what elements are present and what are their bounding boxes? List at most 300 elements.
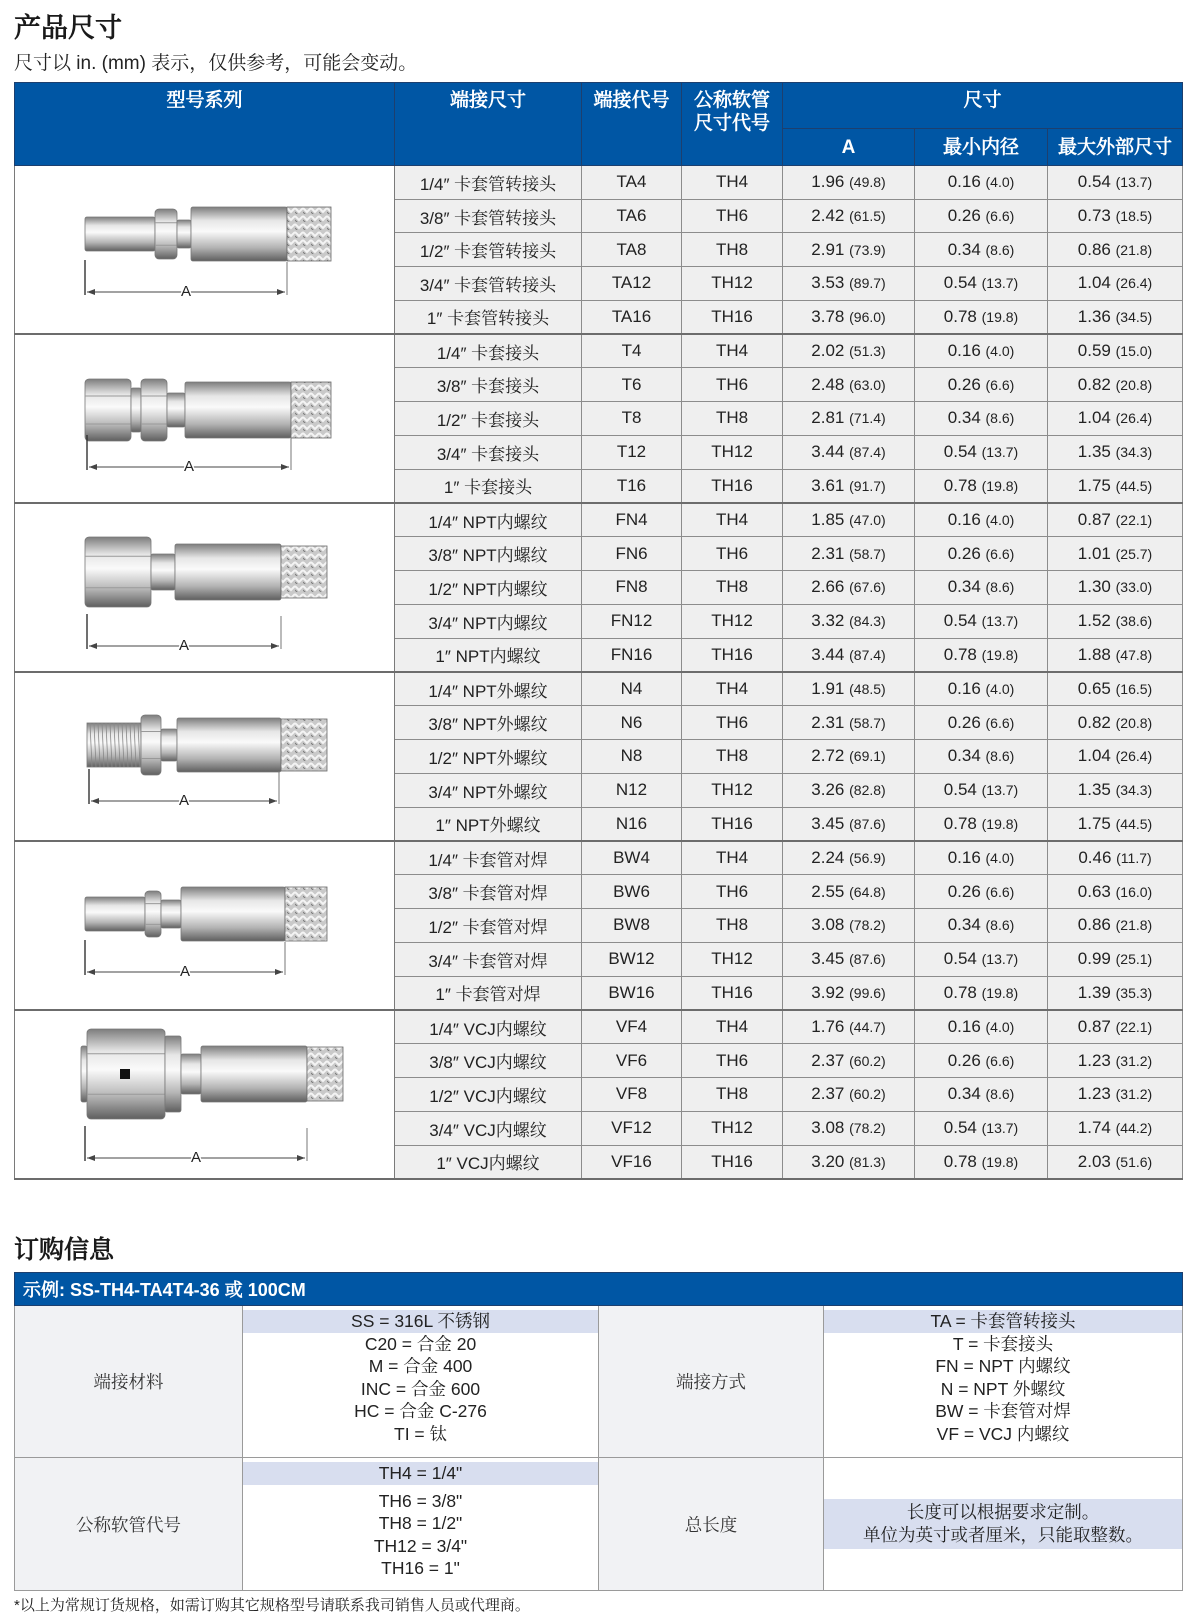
ordering-table <box>14 1272 1183 1591</box>
value-inch: 0.82 <box>1077 712 1111 732</box>
min-id-cell <box>915 672 1048 706</box>
end-code-cell: VF4 <box>582 1010 682 1044</box>
hose-code-cell: TH16 <box>682 976 783 1010</box>
value-inch: 0.99 <box>1077 949 1111 969</box>
end-size-cell: 3/8″ 卡套管转接头 <box>395 199 582 233</box>
value-inch: 0.54 <box>943 1118 977 1138</box>
end-code-cell: N6 <box>582 706 682 740</box>
end-size-cell: 1/2″ NPT外螺纹 <box>395 740 582 774</box>
tube-fitting-icon <box>15 335 395 497</box>
a-cell <box>783 402 915 436</box>
value-mm: (4.0) <box>985 681 1015 698</box>
min-id-cell <box>915 1111 1048 1145</box>
value-inch: 3.92 <box>811 982 845 1002</box>
product-image <box>15 841 395 1010</box>
option-line: N = NPT 外螺纹 <box>940 1378 1066 1399</box>
option-line: C20 = 合金 20 <box>364 1333 477 1354</box>
hose-code-cell: TH4 <box>682 1010 783 1044</box>
value-inch: 0.16 <box>947 341 981 361</box>
min-id-cell <box>915 1010 1048 1044</box>
value-inch: 1.04 <box>1077 408 1111 428</box>
value-inch: 0.26 <box>947 712 981 732</box>
value-inch: 0.54 <box>943 611 977 631</box>
end-size-cell: 3/8″ VCJ内螺纹 <box>395 1044 582 1078</box>
min-id-cell <box>915 334 1048 368</box>
hose-code-cell: TH16 <box>682 300 783 334</box>
value-mm: (44.5) <box>1115 477 1153 494</box>
hose-code-cell: TH8 <box>682 233 783 267</box>
max-od-cell <box>1048 571 1183 605</box>
end-code-cell: T4 <box>582 334 682 368</box>
a-cell <box>783 368 915 402</box>
value-mm: (15.0) <box>1115 343 1153 360</box>
value-mm: (31.2) <box>1115 1086 1153 1103</box>
end-size-cell: 1/2″ VCJ内螺纹 <box>395 1078 582 1112</box>
end-code-cell: FN12 <box>582 604 682 638</box>
end-code-cell: N4 <box>582 672 682 706</box>
max-od-cell <box>1048 334 1183 368</box>
end-code-cell: BW16 <box>582 976 682 1010</box>
hose-code-cell: TH12 <box>682 267 783 301</box>
value-inch: 2.81 <box>811 408 845 428</box>
value-mm: (4.0) <box>985 1019 1015 1036</box>
value-inch: 2.37 <box>811 1084 845 1104</box>
value-mm: (8.6) <box>985 917 1015 934</box>
female-npt-fitting-icon <box>15 504 395 666</box>
end-size-cell: 3/4″ NPT外螺纹 <box>395 773 582 807</box>
value-mm: (13.7) <box>981 951 1019 968</box>
end-size-cell: 3/4″ 卡套接头 <box>395 435 582 469</box>
value-mm: (87.4) <box>849 444 886 461</box>
value-inch: 0.54 <box>943 442 977 462</box>
option-line: M = 合金 400 <box>368 1356 473 1377</box>
end-size-cell: 1/4″ 卡套接头 <box>395 334 582 368</box>
value-inch: 0.78 <box>943 1151 977 1171</box>
table-row <box>15 334 1183 368</box>
end-size-cell: 1/4″ NPT外螺纹 <box>395 672 582 706</box>
end-code-cell: BW8 <box>582 909 682 943</box>
end-code-cell: TA16 <box>582 300 682 334</box>
max-od-cell <box>1048 1145 1183 1179</box>
option-line: FN = NPT 内螺纹 <box>935 1356 1071 1377</box>
min-id-cell <box>915 976 1048 1010</box>
hose-code-cell: TH12 <box>682 773 783 807</box>
value-inch: 3.08 <box>811 915 845 935</box>
value-mm: (16.0) <box>1115 883 1153 900</box>
value-inch: 0.86 <box>1077 915 1111 935</box>
value-mm: (67.6) <box>849 579 886 596</box>
value-mm: (19.8) <box>981 477 1019 494</box>
option-line: TA = 卡套管转接头 <box>824 1310 1182 1333</box>
value-inch: 1.91 <box>811 679 845 699</box>
value-mm: (8.6) <box>985 748 1015 765</box>
product-image <box>15 1010 395 1179</box>
header-end-code: 端接代号 <box>582 83 682 166</box>
footnote: *以上为常规订货规格，如需订购其它规格型号请联系我司销售人员或代理商。 <box>14 1597 530 1614</box>
value-inch: 0.87 <box>1077 1017 1111 1037</box>
hose-code-cell: TH8 <box>682 1078 783 1112</box>
option-line: TH16 = 1" <box>381 1558 460 1579</box>
end-size-cell: 1/2″ 卡套管对焊 <box>395 909 582 943</box>
length-label: 总长度 <box>599 1458 824 1591</box>
hose-list <box>243 1458 599 1591</box>
tube-adapter-fitting-icon <box>15 166 395 328</box>
ordering-example: 示例: SS-TH4-TA4T4-36 或 100CM <box>15 1273 1183 1306</box>
end-size-cell: 1″ 卡套接头 <box>395 469 582 503</box>
header-hose-code: 公称软管尺寸代号 <box>682 83 783 166</box>
value-inch: 2.24 <box>811 848 845 868</box>
max-od-cell <box>1048 435 1183 469</box>
min-id-cell <box>915 435 1048 469</box>
value-mm: (73.9) <box>849 241 886 258</box>
option-line: INC = 合金 600 <box>360 1378 481 1399</box>
value-mm: (60.2) <box>849 1086 886 1103</box>
value-inch: 0.34 <box>947 1084 981 1104</box>
end-size-cell: 1/2″ 卡套管转接头 <box>395 233 582 267</box>
value-inch: 3.32 <box>811 611 845 631</box>
option-line: VF = VCJ 内螺纹 <box>936 1423 1070 1444</box>
end-code-cell: TA6 <box>582 199 682 233</box>
value-inch: 0.86 <box>1077 239 1111 259</box>
value-mm: (8.6) <box>985 1086 1015 1103</box>
value-mm: (78.2) <box>849 1120 886 1137</box>
a-cell <box>783 1078 915 1112</box>
max-od-cell <box>1048 909 1183 943</box>
value-inch: 0.34 <box>947 915 981 935</box>
min-id-cell <box>915 604 1048 638</box>
a-cell <box>783 469 915 503</box>
option-line: TH8 = 1/2" <box>378 1513 463 1534</box>
a-cell <box>783 942 915 976</box>
value-mm: (21.8) <box>1115 241 1153 258</box>
value-mm: (25.1) <box>1115 951 1153 968</box>
max-od-cell <box>1048 706 1183 740</box>
value-inch: 2.72 <box>811 746 845 766</box>
value-inch: 1.35 <box>1077 780 1111 800</box>
value-inch: 0.54 <box>1077 172 1111 192</box>
min-id-cell <box>915 166 1048 200</box>
a-cell <box>783 672 915 706</box>
hose-code-cell: TH6 <box>682 368 783 402</box>
dimension-a-label: A <box>180 283 192 300</box>
hose-code-cell: TH6 <box>682 706 783 740</box>
value-mm: (34.5) <box>1115 308 1153 325</box>
value-mm: (34.3) <box>1115 782 1153 799</box>
table-row <box>15 841 1183 875</box>
value-inch: 2.03 <box>1077 1151 1111 1171</box>
end-code-cell: FN16 <box>582 638 682 672</box>
header-end-size: 端接尺寸 <box>395 83 582 166</box>
hose-code-cell: TH16 <box>682 469 783 503</box>
a-cell <box>783 976 915 1010</box>
end-code-cell: TA12 <box>582 267 682 301</box>
end-size-cell: 1″ 卡套管转接头 <box>395 300 582 334</box>
max-od-cell <box>1048 942 1183 976</box>
table-row <box>15 672 1183 706</box>
male-npt-fitting-icon <box>15 673 395 835</box>
max-od-cell <box>1048 604 1183 638</box>
material-list <box>243 1306 599 1458</box>
hose-code-cell: TH16 <box>682 807 783 841</box>
hose-code-cell: TH6 <box>682 537 783 571</box>
value-inch: 3.45 <box>811 949 845 969</box>
value-mm: (8.6) <box>985 241 1015 258</box>
max-od-cell <box>1048 300 1183 334</box>
min-id-cell <box>915 1145 1048 1179</box>
a-cell <box>783 571 915 605</box>
table-row <box>15 1010 1183 1044</box>
value-inch: 3.44 <box>811 442 845 462</box>
value-inch: 0.26 <box>947 1050 981 1070</box>
value-mm: (8.6) <box>985 579 1015 596</box>
hose-code-cell: TH4 <box>682 166 783 200</box>
value-mm: (13.7) <box>981 782 1019 799</box>
page-subtitle: 尺寸以 in. (mm) 表示，仅供参考，可能会变动。 <box>14 53 418 74</box>
end-size-cell: 1″ VCJ内螺纹 <box>395 1145 582 1179</box>
value-inch: 2.55 <box>811 881 845 901</box>
value-mm: (47.8) <box>1115 646 1153 663</box>
hose-code-cell: TH8 <box>682 571 783 605</box>
header-max-od: 最大外部尺寸 <box>1048 129 1183 166</box>
a-cell <box>783 166 915 200</box>
value-mm: (26.4) <box>1115 410 1153 427</box>
dimension-a-label: A <box>178 637 190 654</box>
value-mm: (4.0) <box>985 343 1015 360</box>
end-code-cell: FN6 <box>582 537 682 571</box>
option-line: 长度可以根据要求定制。 <box>906 1502 1100 1523</box>
value-inch: 1.04 <box>1077 273 1111 293</box>
header-dimensions: 尺寸 <box>783 83 1183 129</box>
value-mm: (44.5) <box>1115 815 1153 832</box>
max-od-cell <box>1048 740 1183 774</box>
min-id-cell <box>915 300 1048 334</box>
value-inch: 2.66 <box>811 577 845 597</box>
value-inch: 0.82 <box>1077 374 1111 394</box>
hose-code-cell: TH8 <box>682 740 783 774</box>
value-mm: (56.9) <box>849 850 886 867</box>
butt-weld-fitting-icon <box>15 842 395 1004</box>
max-od-cell <box>1048 503 1183 537</box>
min-id-cell <box>915 638 1048 672</box>
end-size-cell: 1/4″ 卡套管转接头 <box>395 166 582 200</box>
value-inch: 1.23 <box>1077 1050 1111 1070</box>
min-id-cell <box>915 1078 1048 1112</box>
max-od-cell <box>1048 267 1183 301</box>
value-mm: (34.3) <box>1115 444 1153 461</box>
value-mm: (19.8) <box>981 1153 1019 1170</box>
hose-code-cell: TH6 <box>682 199 783 233</box>
value-inch: 1.36 <box>1077 306 1111 326</box>
value-mm: (26.4) <box>1115 275 1153 292</box>
hose-code-cell: TH4 <box>682 334 783 368</box>
header-series: 型号系列 <box>15 83 395 166</box>
a-cell <box>783 1145 915 1179</box>
value-mm: (89.7) <box>849 275 886 292</box>
value-mm: (18.5) <box>1115 208 1153 225</box>
min-id-cell <box>915 807 1048 841</box>
end-size-cell: 3/4″ 卡套管转接头 <box>395 267 582 301</box>
value-mm: (20.8) <box>1115 714 1153 731</box>
value-mm: (6.6) <box>985 883 1015 900</box>
end-size-cell: 3/8″ 卡套管对焊 <box>395 875 582 909</box>
max-od-cell <box>1048 773 1183 807</box>
value-inch: 3.26 <box>811 780 845 800</box>
value-mm: (4.0) <box>985 174 1015 191</box>
value-inch: 1.85 <box>811 510 845 530</box>
value-mm: (91.7) <box>849 477 886 494</box>
min-id-cell <box>915 469 1048 503</box>
max-od-cell <box>1048 638 1183 672</box>
product-image <box>15 166 395 335</box>
value-mm: (31.2) <box>1115 1052 1153 1069</box>
hose-code-cell: TH8 <box>682 402 783 436</box>
a-cell <box>783 1111 915 1145</box>
value-inch: 0.16 <box>947 848 981 868</box>
end-size-cell: 1″ NPT外螺纹 <box>395 807 582 841</box>
value-mm: (26.4) <box>1115 748 1153 765</box>
value-inch: 1.30 <box>1077 577 1111 597</box>
value-mm: (48.5) <box>849 681 886 698</box>
value-mm: (87.4) <box>849 646 886 663</box>
max-od-cell <box>1048 1044 1183 1078</box>
min-id-cell <box>915 503 1048 537</box>
value-inch: 0.34 <box>947 577 981 597</box>
table-row <box>15 166 1183 200</box>
end-code-cell: T6 <box>582 368 682 402</box>
vcj-female-fitting-icon <box>15 1011 395 1173</box>
end-code-cell: VF12 <box>582 1111 682 1145</box>
end-code-cell: N12 <box>582 773 682 807</box>
hose-code-cell: TH4 <box>682 672 783 706</box>
value-mm: (19.8) <box>981 646 1019 663</box>
dimension-a-label: A <box>179 963 191 980</box>
max-od-cell <box>1048 1078 1183 1112</box>
value-mm: (60.2) <box>849 1052 886 1069</box>
value-inch: 1.75 <box>1077 475 1111 495</box>
end-size-cell: 1/2″ NPT内螺纹 <box>395 571 582 605</box>
a-cell <box>783 807 915 841</box>
max-od-cell <box>1048 1010 1183 1044</box>
option-line: 单位为英寸或者厘米，只能取整数。 <box>863 1525 1144 1545</box>
hose-code-cell: TH12 <box>682 604 783 638</box>
end-code-cell: BW6 <box>582 875 682 909</box>
end-code-cell: BW4 <box>582 841 682 875</box>
value-inch: 0.16 <box>947 1017 981 1037</box>
hose-label: 公称软管代号 <box>15 1458 243 1591</box>
max-od-cell <box>1048 368 1183 402</box>
min-id-cell <box>915 1044 1048 1078</box>
value-mm: (19.8) <box>981 984 1019 1001</box>
value-mm: (13.7) <box>981 613 1019 630</box>
value-mm: (87.6) <box>849 951 886 968</box>
min-id-cell <box>915 909 1048 943</box>
a-cell <box>783 773 915 807</box>
value-inch: 0.26 <box>947 543 981 563</box>
value-mm: (33.0) <box>1115 579 1153 596</box>
value-mm: (13.7) <box>981 275 1019 292</box>
dimension-a-label: A <box>183 458 195 475</box>
min-id-cell <box>915 875 1048 909</box>
a-cell <box>783 503 915 537</box>
value-mm: (71.4) <box>849 410 886 427</box>
value-mm: (44.7) <box>849 1019 886 1036</box>
product-image <box>15 672 395 841</box>
end-code-cell: T12 <box>582 435 682 469</box>
min-id-cell <box>915 773 1048 807</box>
value-mm: (58.7) <box>849 545 886 562</box>
table-row <box>15 503 1183 537</box>
value-inch: 2.02 <box>811 341 845 361</box>
value-mm: (22.1) <box>1115 1019 1153 1036</box>
hose-code-cell: TH4 <box>682 503 783 537</box>
value-inch: 0.63 <box>1077 881 1111 901</box>
a-cell <box>783 638 915 672</box>
value-mm: (19.8) <box>981 308 1019 325</box>
max-od-cell <box>1048 166 1183 200</box>
value-inch: 0.26 <box>947 881 981 901</box>
value-inch: 1.04 <box>1077 746 1111 766</box>
value-mm: (13.7) <box>1115 174 1153 191</box>
end-size-cell: 1/4″ 卡套管对焊 <box>395 841 582 875</box>
end-size-cell: 3/8″ 卡套接头 <box>395 368 582 402</box>
value-inch: 1.96 <box>811 172 845 192</box>
value-inch: 1.74 <box>1077 1118 1111 1138</box>
end-size-cell: 3/8″ NPT内螺纹 <box>395 537 582 571</box>
value-mm: (81.3) <box>849 1153 886 1170</box>
value-mm: (13.7) <box>981 1120 1019 1137</box>
value-inch: 0.34 <box>947 746 981 766</box>
end-size-cell: 1/4″ VCJ内螺纹 <box>395 1010 582 1044</box>
value-inch: 1.23 <box>1077 1084 1111 1104</box>
header-a: A <box>783 129 915 166</box>
page-title: 产品尺寸 <box>14 13 122 43</box>
value-inch: 0.54 <box>943 780 977 800</box>
a-cell <box>783 909 915 943</box>
value-inch: 1.01 <box>1077 543 1111 563</box>
a-cell <box>783 1044 915 1078</box>
value-inch: 1.76 <box>811 1017 845 1037</box>
option-line: SS = 316L 不锈钢 <box>243 1310 598 1333</box>
value-mm: (6.6) <box>985 376 1015 393</box>
value-inch: 0.26 <box>947 374 981 394</box>
value-mm: (8.6) <box>985 410 1015 427</box>
product-image <box>15 503 395 672</box>
value-mm: (20.8) <box>1115 376 1153 393</box>
product-image <box>15 334 395 503</box>
a-cell <box>783 267 915 301</box>
end-code-cell: VF6 <box>582 1044 682 1078</box>
end-code-cell: FN4 <box>582 503 682 537</box>
value-inch: 0.78 <box>943 644 977 664</box>
value-inch: 0.54 <box>943 273 977 293</box>
value-inch: 0.78 <box>943 306 977 326</box>
value-mm: (64.8) <box>849 883 886 900</box>
min-id-cell <box>915 571 1048 605</box>
end-size-cell: 1/2″ 卡套接头 <box>395 402 582 436</box>
value-inch: 2.31 <box>811 543 845 563</box>
hose-code-cell: TH6 <box>682 1044 783 1078</box>
value-inch: 0.46 <box>1078 848 1112 868</box>
value-mm: (35.3) <box>1115 984 1153 1001</box>
value-mm: (21.8) <box>1115 917 1153 934</box>
value-inch: 3.44 <box>811 644 845 664</box>
end-code-cell: T8 <box>582 402 682 436</box>
value-inch: 0.78 <box>943 475 977 495</box>
value-mm: (16.5) <box>1115 681 1153 698</box>
value-inch: 3.20 <box>811 1151 845 1171</box>
value-inch: 0.16 <box>947 172 981 192</box>
value-mm: (61.5) <box>849 208 886 225</box>
